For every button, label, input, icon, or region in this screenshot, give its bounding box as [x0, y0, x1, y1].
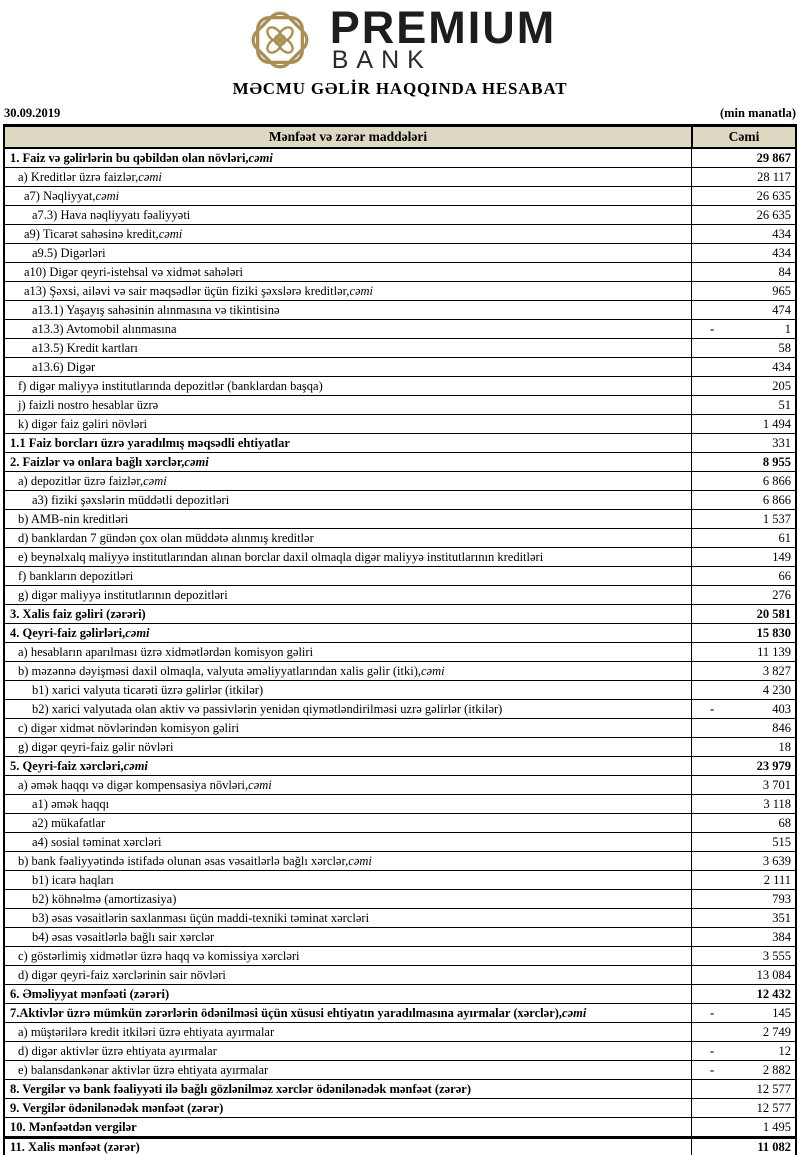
table-row [5, 985, 795, 1004]
row-label: a13.3) Avtomobil alınmasına [32, 321, 177, 336]
report-unit: (min manatla) [719, 106, 796, 120]
row-label: b1) icarə haqları [32, 872, 114, 887]
table-row [5, 719, 795, 738]
row-label: b) AMB-nin kreditləri [18, 511, 129, 526]
row-value: - 2 882 [691, 1061, 795, 1079]
report-meta [0, 106, 800, 121]
row-label: a13.1) Yaşayış sahəsinin alınmasına və tikintisinə [32, 302, 280, 317]
row-value: 3 827 [691, 662, 795, 680]
row-label: b1) xarici valyuta ticarəti üzrə gəlirlər (itkilər) [32, 682, 264, 697]
table-row [5, 1118, 795, 1137]
table-row [5, 662, 795, 681]
row-label: j) faizli nostro hesablar üzrə [18, 397, 159, 412]
table-row [5, 434, 795, 453]
row-value: 331 [691, 434, 795, 452]
row-value: 66 [691, 567, 795, 585]
row-value: - 1 [691, 320, 795, 338]
row-value: 434 [691, 244, 795, 262]
row-label: e) balansdankənar aktivlər üzrə ehtiyata ayırmalar [18, 1062, 269, 1077]
row-value: 68 [691, 814, 795, 832]
row-value: - 145 [691, 1004, 795, 1022]
table-row [5, 1137, 795, 1155]
row-label: 1. Faiz və gəlirlərin bu qəbildən olan növləri, cəmi [10, 150, 273, 165]
row-label: a4) sosial təminat xərcləri [32, 834, 162, 849]
row-value: 793 [691, 890, 795, 908]
row-label: 6. Əməliyyat mənfəəti (zərəri) [10, 986, 170, 1001]
row-value: 18 [691, 738, 795, 756]
table-row [5, 529, 795, 548]
row-label: b) məzənnə dəyişməsi daxil olmaqla, valyuta əməliyyatlarından xalis gəlir (itki), cəmi [18, 663, 445, 678]
table-row [5, 1042, 795, 1061]
row-value: 20 581 [691, 605, 795, 623]
row-value: 58 [691, 339, 795, 357]
column-header-items: Mənfəət və zərər maddələri [268, 129, 428, 144]
row-value: 29 867 [691, 149, 795, 167]
brand-text [329, 1, 557, 75]
income-statement-table [3, 124, 797, 1155]
row-label: f) bankların depozitləri [18, 568, 134, 583]
table-row [5, 491, 795, 510]
row-value: 12 432 [691, 985, 795, 1003]
table-row [5, 187, 795, 206]
row-label: a) hesabların aparılması üzrə xidmətlərdən komisyon gəliri [18, 644, 314, 659]
table-row [5, 472, 795, 491]
report-title: MƏCMU GƏLİR HAQQINDA HESABAT [232, 79, 568, 98]
row-value: 965 [691, 282, 795, 300]
brand-subname: BANK [331, 46, 432, 75]
row-value: 434 [691, 358, 795, 376]
row-label: a) müştərilərə kredit itkiləri üzrə ehtiyata ayırmalar [18, 1024, 275, 1039]
table-row [5, 966, 795, 985]
table-row [5, 586, 795, 605]
table-row [5, 681, 795, 700]
row-value: - 403 [691, 700, 795, 718]
row-value: 205 [691, 377, 795, 395]
table-row [5, 263, 795, 282]
table-row [5, 738, 795, 757]
table-row [5, 890, 795, 909]
table-row [5, 909, 795, 928]
table-row [5, 1099, 795, 1118]
table-row [5, 643, 795, 662]
row-label: f) digər maliyyə institutlarında depozitlər (banklardan başqa) [18, 378, 323, 393]
row-label: 1.1 Faiz borcları üzrə yaradılmış məqsədli ehtiyatlar [10, 435, 290, 450]
row-label: 7.Aktivlər üzrə mümkün zərərlərin ödənilməsi üçün xüsusi ehtiyatın yaradılmasına ayırmalar (xərclər), cəmi [10, 1005, 587, 1020]
table-row [5, 852, 795, 871]
row-label: d) digər qeyri-faiz xərclərinin sair növləri [18, 967, 226, 982]
row-value: 26 635 [691, 206, 795, 224]
brand-name: PREMIUM [329, 1, 557, 53]
row-value: 6 866 [691, 491, 795, 509]
row-label: c) göstərlimiş xidmətlər üzrə haqq və komissiya xərcləri [18, 948, 300, 963]
table-row [5, 453, 795, 472]
table-body [5, 149, 795, 1155]
table-row [5, 168, 795, 187]
table-row [5, 947, 795, 966]
row-value: - 12 [691, 1042, 795, 1060]
row-label: b3) əsas vəsaitlərin saxlanması üçün maddi-texniki təminat xərcləri [32, 910, 370, 925]
table-row [5, 510, 795, 529]
row-label: 5. Qeyri-faiz xərcləri, cəmi [10, 758, 148, 773]
row-value: 15 830 [691, 624, 795, 642]
row-value: 384 [691, 928, 795, 946]
table-row [5, 339, 795, 358]
table-row [5, 624, 795, 643]
row-value: 11 139 [691, 643, 795, 661]
row-value: 6 866 [691, 472, 795, 490]
row-label: a) depozitlər üzrə faizlər, cəmi [18, 473, 167, 488]
row-value: 61 [691, 529, 795, 547]
row-value: 3 118 [691, 795, 795, 813]
row-label: 10. Mənfəətdən vergilər [10, 1119, 137, 1134]
row-label: e) beynəlxalq maliyyə institutlarından alınan borclar daxil olmaqla digər maliyyə institutlarının kreditləri [18, 549, 544, 564]
row-value: 1 494 [691, 415, 795, 433]
row-label: g) digər qeyri-faiz gəlir növləri [18, 739, 174, 754]
row-label: a9.5) Digərləri [32, 245, 106, 260]
table-row [5, 833, 795, 852]
row-label: a2) mükafatlar [32, 815, 106, 830]
table-row [5, 700, 795, 719]
table-row [5, 567, 795, 586]
row-value: 2 111 [691, 871, 795, 889]
table-row [5, 605, 795, 624]
bank-logo [0, 0, 800, 76]
table-row [5, 1023, 795, 1042]
row-label: 8. Vergilər və bank fəaliyyəti ilə bağlı gözlənilməz xərclər ödənilənədək mənfəət (zərər) [10, 1081, 471, 1096]
row-label: a13.6) Digər [32, 359, 96, 374]
table-row [5, 282, 795, 301]
table-row [5, 757, 795, 776]
table-header-row [5, 127, 795, 149]
row-label: d) digər aktivlər üzrə ehtiyata ayırmalar [18, 1043, 217, 1058]
row-label: b2) köhnəlmə (amortizasiya) [32, 891, 177, 906]
row-value: 276 [691, 586, 795, 604]
row-value: 515 [691, 833, 795, 851]
row-label: c) digər xidmət növlərindən komisyon gəliri [18, 720, 240, 735]
negative-sign: - [710, 701, 715, 716]
row-value: 8 955 [691, 453, 795, 471]
row-value: 149 [691, 548, 795, 566]
row-value: 2 749 [691, 1023, 795, 1041]
row-label: a3) fiziki şəxslərin müddətli depozitləri [32, 492, 230, 507]
row-value: 26 635 [691, 187, 795, 205]
row-value: 4 230 [691, 681, 795, 699]
row-label: b2) xarici valyutada olan aktiv və passivlərin yenidən qiymətləndirilməsi uzrə gəlirlər (itkilər) [32, 701, 503, 716]
negative-sign: - [710, 1043, 715, 1058]
row-value: 434 [691, 225, 795, 243]
row-label: a13) Şəxsi, ailəvi və sair məqsədlər üçün fiziki şəxslərə kreditlər, cəmi [24, 283, 374, 298]
row-value: 474 [691, 301, 795, 319]
row-label: 3. Xalis faiz gəliri (zərəri) [10, 606, 146, 621]
table-row [5, 358, 795, 377]
row-label: 2. Faizlər və onlara bağlı xərclər, cəmi [10, 454, 209, 469]
table-row [5, 548, 795, 567]
row-value: 1 495 [691, 1118, 795, 1136]
row-label: d) banklardan 7 gündən çox olan müddətə alınmış kreditlər [18, 530, 314, 545]
row-value: 23 979 [691, 757, 795, 775]
row-value: 13 084 [691, 966, 795, 984]
row-value: 11 082 [691, 1139, 795, 1155]
negative-sign: - [710, 1005, 715, 1020]
row-label: 11. Xalis mənfəət (zərər) [10, 1140, 140, 1154]
row-label: b) bank fəaliyyətində istifadə olunan əsas vəsaitlərlə bağlı xərclər, cəmi [18, 853, 372, 868]
table-row [5, 225, 795, 244]
row-value: 12 577 [691, 1080, 795, 1098]
table-row [5, 206, 795, 225]
table-row [5, 1080, 795, 1099]
table-row [5, 1004, 795, 1023]
row-label: a7) Nəqliyyat, cəmi [24, 188, 120, 203]
table-row [5, 244, 795, 263]
report-date: 30.09.2019 [4, 106, 61, 120]
premium-bank-knot-icon [244, 4, 316, 76]
table-row [5, 377, 795, 396]
table-row [5, 301, 795, 320]
row-label: k) digər faiz gəliri növləri [18, 416, 148, 431]
row-value: 3 639 [691, 852, 795, 870]
row-label: 9. Vergilər ödənilənədək mənfəət (zərər) [10, 1100, 224, 1115]
row-value: 3 555 [691, 947, 795, 965]
table-row [5, 776, 795, 795]
row-label: a) Kreditlər üzrə faizlər, cəmi [18, 169, 162, 184]
row-value: 51 [691, 396, 795, 414]
row-label: a9) Ticarət sahəsinə kredit, cəmi [24, 226, 183, 241]
row-label: a) əmək haqqı və digər kompensasiya növləri, cəmi [18, 777, 272, 792]
row-value: 3 701 [691, 776, 795, 794]
row-label: a1) əmək haqqı [32, 796, 110, 811]
row-value: 846 [691, 719, 795, 737]
row-label: a10) Digər qeyri-istehsal və xidmət sahələri [24, 264, 244, 279]
negative-sign: - [710, 1062, 715, 1077]
row-value: 12 577 [691, 1099, 795, 1117]
column-header-total: Cəmi [691, 127, 795, 147]
row-value: 28 117 [691, 168, 795, 186]
table-row [5, 320, 795, 339]
table-row [5, 814, 795, 833]
row-label: 4. Qeyri-faiz gəlirləri, cəmi [10, 625, 150, 640]
table-row [5, 415, 795, 434]
table-row [5, 795, 795, 814]
row-value: 1 537 [691, 510, 795, 528]
table-row [5, 149, 795, 168]
negative-sign: - [710, 321, 715, 336]
row-value: 84 [691, 263, 795, 281]
table-row [5, 871, 795, 890]
row-label: b4) əsas vəsaitlərlə bağlı sair xərclər [32, 929, 215, 944]
table-row [5, 396, 795, 415]
row-label: a7.3) Hava nəqliyyatı fəaliyyəti [32, 207, 191, 222]
row-label: a13.5) Kredit kartları [32, 340, 138, 355]
row-label: g) digər maliyyə institutlarının depozitləri [18, 587, 228, 602]
table-row [5, 928, 795, 947]
table-row [5, 1061, 795, 1080]
row-value: 351 [691, 909, 795, 927]
